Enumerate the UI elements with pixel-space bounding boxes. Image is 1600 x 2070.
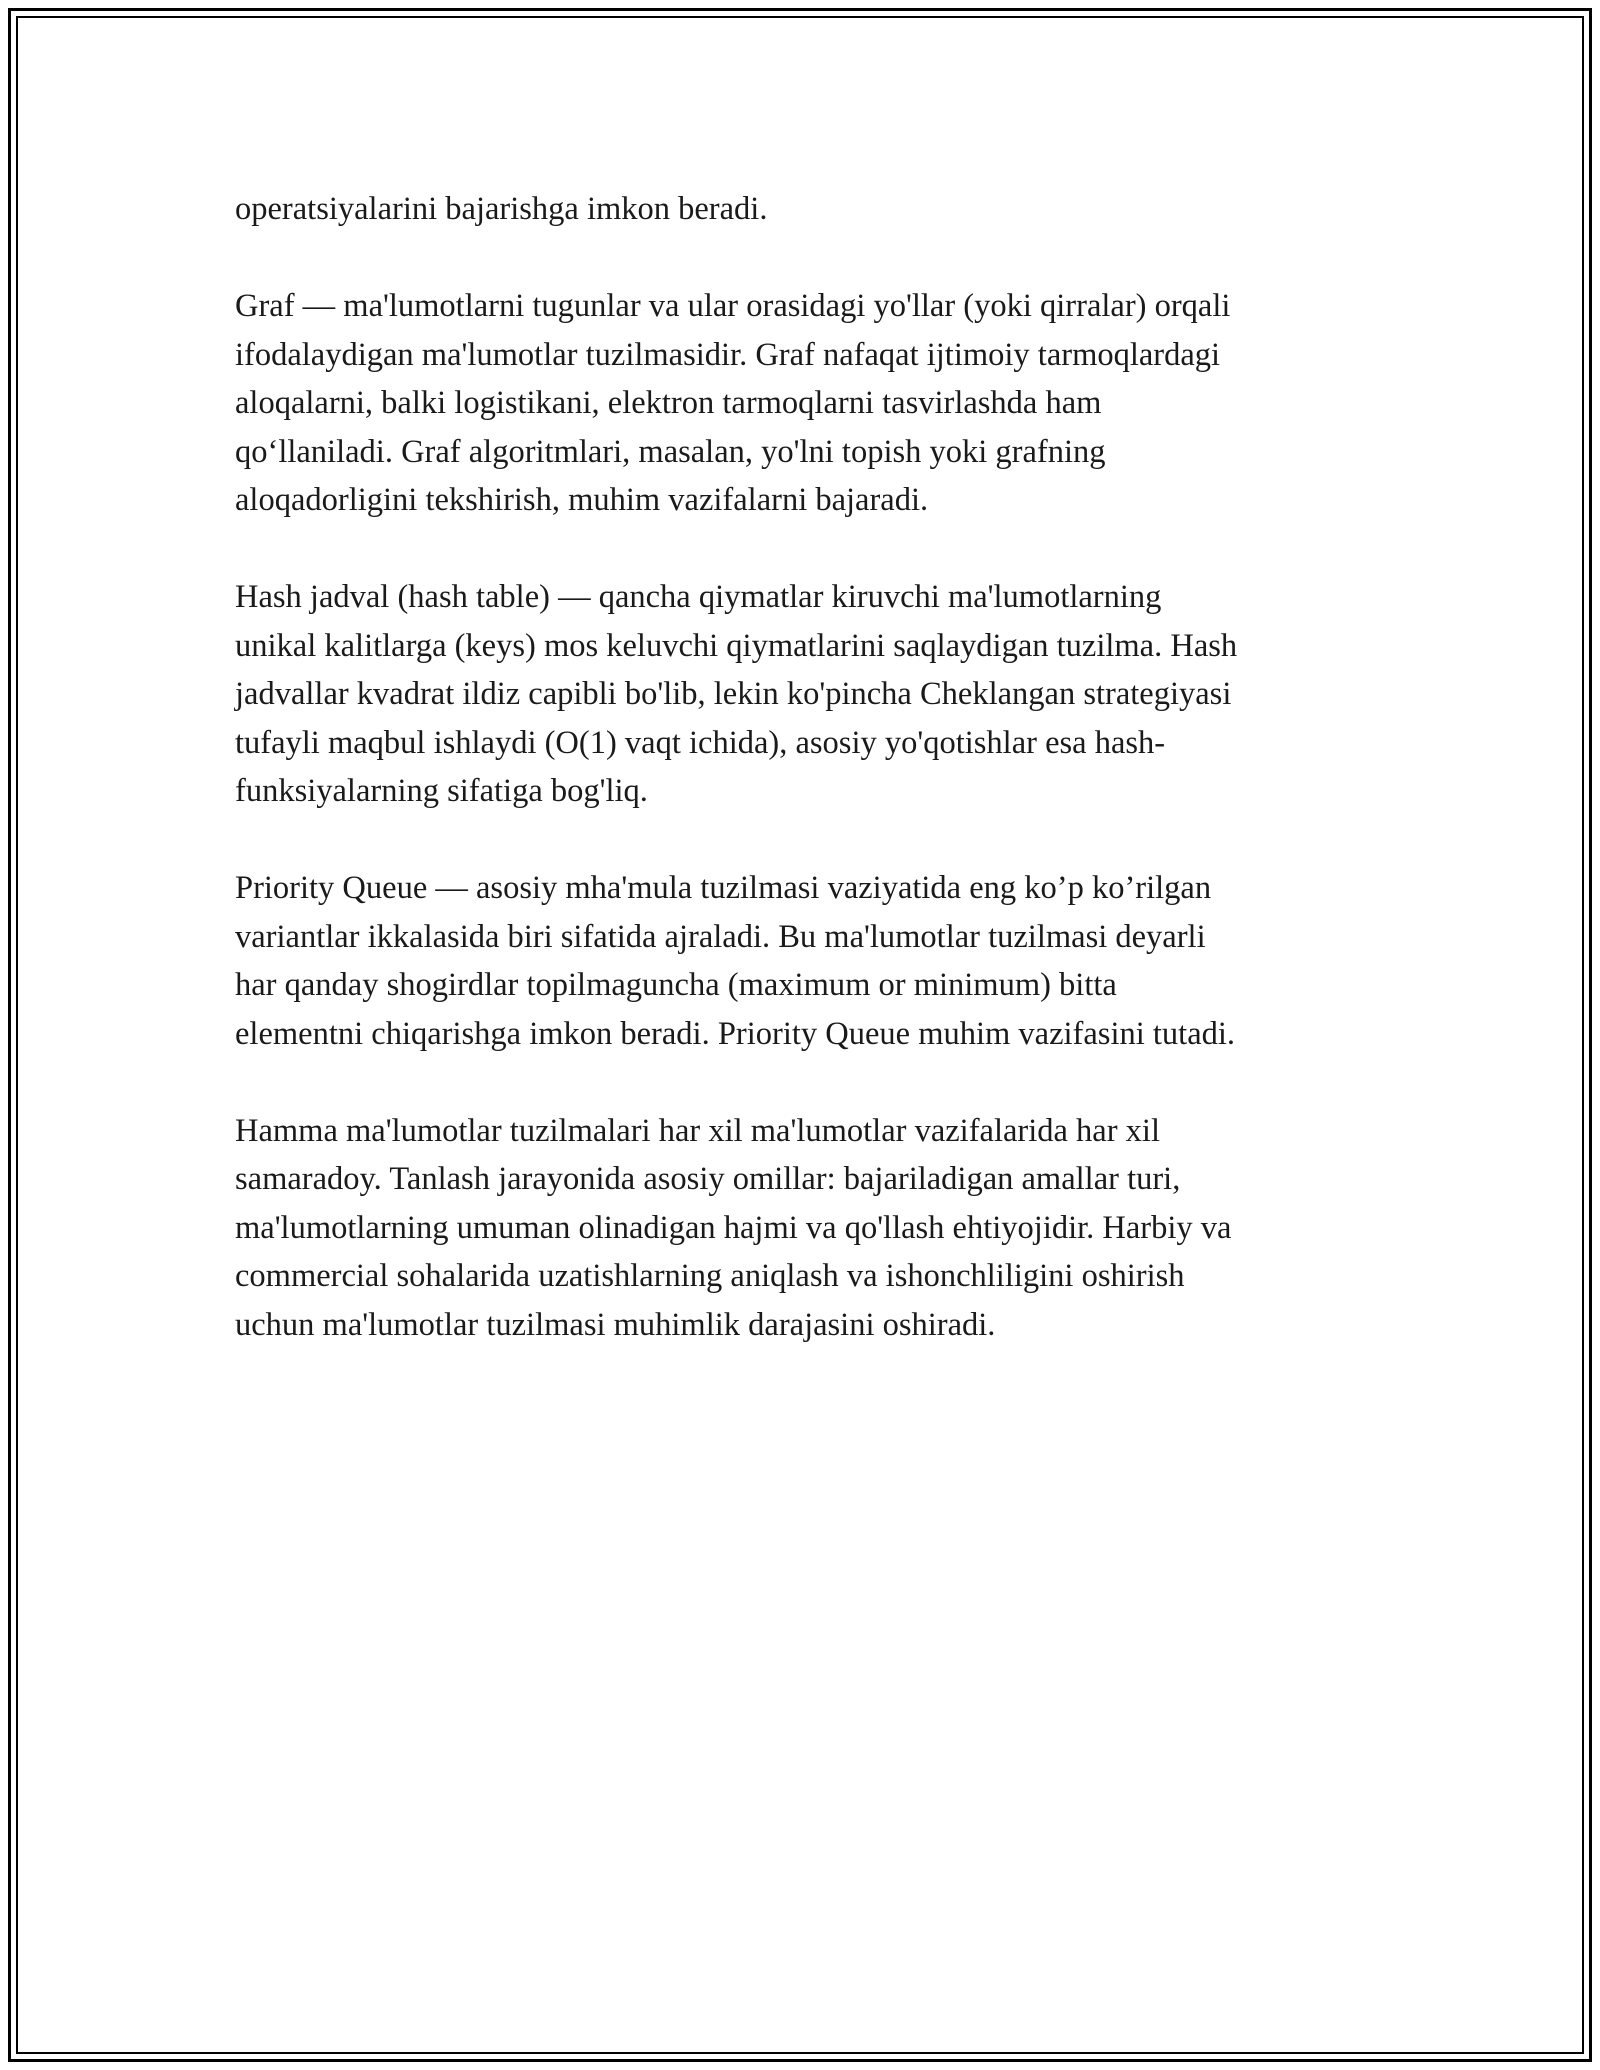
paragraph-graf: Graf — ma'lumotlarni tugunlar va ular orasidagi yo'llar (yoki qirralar) orqali ifodalaydigan ma'lumotlar tuzilmasidir. Graf nafaqat ijtimoiy tarmoqlardagi aloqalarni, balki logistikani, elektron tarmoqlarni tasvirlashda ham qo‘llaniladi. Graf algoritmlari, masalan, yo'lni topish yoki grafning aloqadorligini tekshirish, muhim vazifalarni bajaradi. bbox=[235, 288, 1231, 518]
paragraph-continuation: operatsiyalarini bajarishga imkon beradi. bbox=[235, 191, 768, 227]
document-body bbox=[235, 185, 1375, 1398]
paragraph-hash-jadval: Hash jadval (hash table) — qancha qiymatlar kiruvchi ma'lumotlarning unikal kalitlarga (keys) mos keluvchi qiymatlarini saqlaydigan tuzilma. Hash jadvallar kvadrat ildiz capibli bo'lib, lekin ko'pincha Cheklangan strategiyasi tufayli maqbul ishlaydi (O(1) vaqt ichida), asosiy yo'qotishlar esa hash- funksiyalarning sifatiga bog'liq. bbox=[235, 579, 1238, 809]
paragraph-conclusion: Hamma ma'lumotlar tuzilmalari har xil ma'lumotlar vazifalarida har xil samaradoy. Tanlash jarayonida asosiy omillar: bajariladigan amallar turi, ma'lumotlarning umuman olinadigan hajmi va qo'llash ehtiyojidir. Harbiy va commercial sohalarida uzatishlarning aniqlash va ishonchliligini oshirish uchun ma'lumotlar tuzilmasi muhimlik darajasini oshiradi. bbox=[235, 1112, 1232, 1343]
paragraph-priority-queue: Priority Queue — asosiy mha'mula tuzilmasi vaziyatida eng ko’p ko’rilgan variantlar ikkalasida biri sifatida ajraladi. Bu ma'lumotlar tuzilmasi deyarli har qanday shogirdlar topilmaguncha (maximum or minimum) bitta elementni chiqarishga imkon beradi. Priority Queue muhim vazifasini tutadi. bbox=[235, 870, 1236, 1052]
